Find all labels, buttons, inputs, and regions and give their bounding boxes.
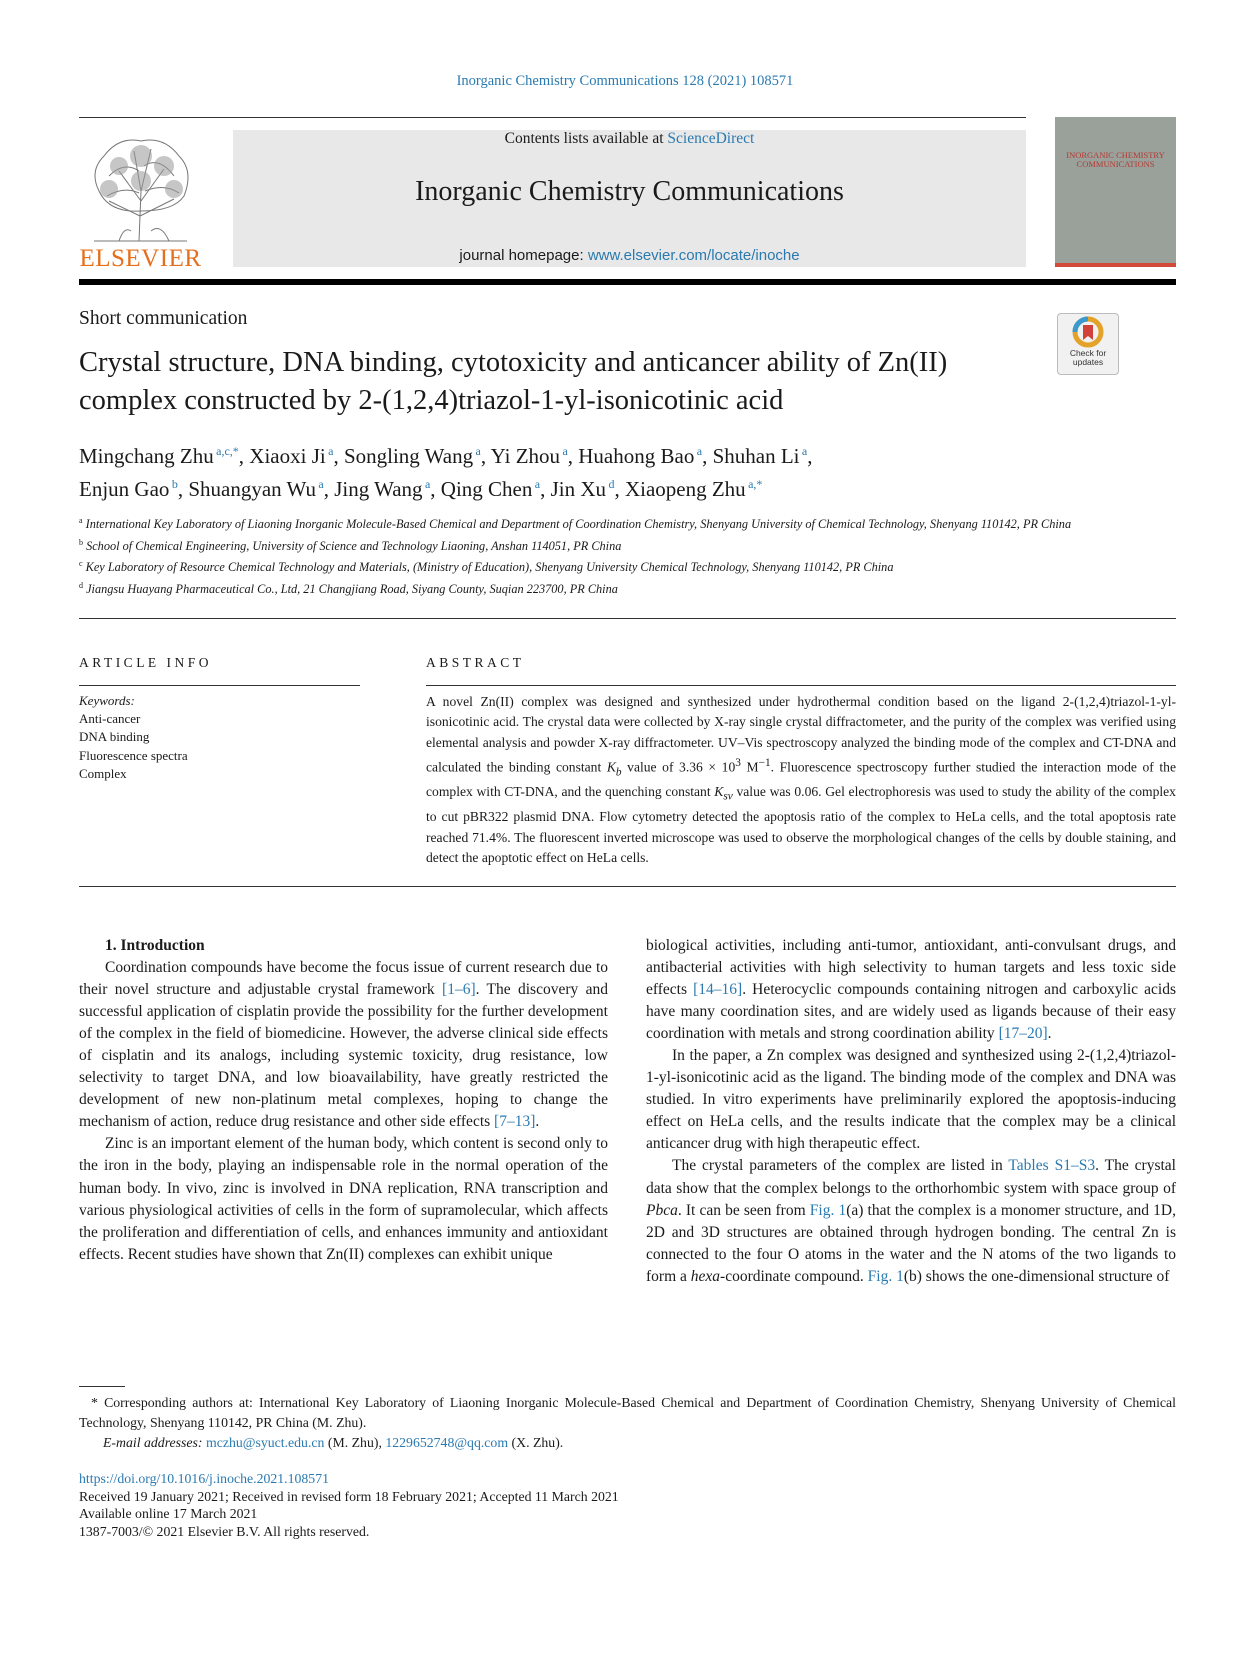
author-separator: , [323,477,335,501]
citation-link[interactable]: [7–13] [494,1113,536,1131]
author-separator: , [567,444,579,468]
author-separator: , [238,444,250,468]
author-separator: , [540,477,551,501]
affiliation-letters: a [424,477,431,491]
affiliation-letters: a [328,444,334,458]
text-run: . It can be seen from [677,1201,810,1219]
author-affiliation-mark[interactable] [214,444,239,458]
affiliation-text: Key Laboratory of Resource Chemical Technology and Materials, (Ministry of Education), Shenyang University Chemical Technology, Shenyang 110142, PR China [85,560,894,575]
citation-link[interactable]: [17–20] [998,1025,1048,1043]
affiliation-text: School of Chemical Engineering, University of Science and Technology Liaoning, Anshan 114051, PR China [86,538,622,553]
abstract-text [426,692,1176,868]
author-separator: , [430,477,441,501]
check-updates-label: Check for updates [1069,348,1107,367]
body-paragraph [646,935,1176,1045]
abstract-part: . Fluorescence spectroscopy further studied the interaction mode of the complex with CT-DNA, and the quenching constant [426,759,1176,800]
header-rule [79,117,1026,118]
article-type-label: Short communication [79,308,248,329]
affiliation-letters: b [171,477,178,491]
text-run: biological activities, including anti-tumor, antioxidant, anti-convulsant drugs, and antibacterial activities with high selectivity to human targets and less toxic side effects [646,937,1176,999]
author-name[interactable]: Shuhan Li [712,444,800,468]
email-label: E-mail addresses: [103,1435,203,1450]
affiliation-item [79,555,1079,577]
keyword-item: DNA binding [79,729,150,745]
article-info-heading: ARTICLE INFO [79,655,213,670]
journal-homepage-line [233,247,1026,264]
affiliation-letters: a [534,477,541,491]
abstract-bottom-rule [79,886,1176,887]
email-link[interactable]: mczhu@syuct.edu.cn [205,1435,325,1450]
space-group: Pbca [646,1201,678,1219]
affiliation-mark: c [79,559,83,569]
affiliation-letters: a [801,444,808,458]
corresponding-star: * [232,444,239,458]
affiliation-item [79,512,1079,534]
article-title: Crystal structure, DNA binding, cytotoxicity and anticancer ability of Zn(II) complex constructed by 2-(1,2,4)triazol-1-yl-isonicotinic acid [79,347,948,416]
author-separator: , [614,477,625,501]
text-run: . Heterocyclic compounds containing nitrogen and carboxylic acids have many coordination sites, and are widely used as ligands because of their easy coordination with metals and strong coordination ability [646,981,1176,1043]
kb-subscript: b [615,766,622,779]
section-heading-introduction: 1. Introduction [105,937,205,954]
body-paragraph [79,957,608,1133]
article-info-rule [79,685,360,686]
received-dates: Received 19 January 2021; Received in revised form 18 February 2021; Accepted 11 March 2021 [79,1488,619,1504]
author-name[interactable]: Jin Xu [550,477,607,501]
author-affiliation-mark[interactable] [532,477,540,491]
author-affiliation-mark[interactable] [746,477,763,491]
ksv-symbol: K [714,784,724,800]
text-run: . The crystal data show that the complex belongs to the orthorhombic system with space group of [646,1157,1176,1197]
hexa-term: hexa [690,1267,721,1285]
figure-link[interactable]: Fig. 1 [867,1267,904,1285]
email-owner: (M. Zhu), [324,1435,386,1450]
author-affiliation-mark[interactable] [560,444,568,458]
keyword-item: Fluorescence spectra [79,747,188,763]
corresponding-author-note: * Corresponding authors at: International Key Laboratory of Liaoning Inorganic Molecule-Based Chemical and Department of Coordination Chemistry, Shenyang University of Chemical Technology, Shenyang 110142, PR China (M. Zhu). [79,1395,1176,1430]
author-list [79,437,1079,503]
email-line [79,1433,1176,1453]
author-name[interactable]: Shuangyan Wu [188,477,316,501]
corresponding-star: * [756,477,763,491]
abstract-heading: ABSTRACT [426,655,525,670]
header-thick-rule [79,279,1176,285]
keywords-block [79,692,188,783]
keywords-label: Keywords: [79,693,135,708]
doi-link[interactable]: https://doi.org/10.1016/j.inoche.2021.108571 [79,1471,330,1486]
author-affiliation-mark[interactable] [169,477,177,491]
cover-title: INORGANIC CHEMISTRY COMMUNICATIONS [1066,150,1165,169]
journal-homepage-link[interactable]: www.elsevier.com/locate/inoche [587,247,800,264]
footnote-rule [79,1386,125,1387]
keyword-item: Complex [79,765,127,781]
body-left-column [79,935,608,1266]
affiliation-letters: a, [748,477,757,491]
affiliation-mark: b [79,537,83,547]
affiliation-letters: a [696,444,703,458]
author-name[interactable]: Huahong Bao [578,444,695,468]
text-run: (b) shows the one-dimensional structure of [903,1267,1170,1285]
body-paragraph [646,1155,1176,1287]
journal-title: Inorganic Chemistry Communications [415,176,844,207]
text-run: The crystal parameters of the complex are listed in [672,1157,1009,1175]
affiliation-letters: a [562,444,568,458]
affiliation-letters: a,c, [216,444,233,458]
author-name[interactable]: Yi Zhou [490,444,561,468]
journal-cover-thumbnail [1055,117,1176,267]
body-paragraph: In the paper, a Zn complex was designed and synthesized using 2-(1,2,4)triazol-1-yl-isonicotinic acid as the ligand. The binding mode of the complex and DNA was studied. In vitro experiments have preliminarily explored the apoptosis-inducing effect on HeLa cells, and the results indicate that the complex may be a clinical anticancer drug with high therapeutic effect. [646,1047,1176,1153]
abstract-rule [426,685,1176,686]
homepage-prefix: journal homepage: [459,247,588,264]
kb-symbol: K [606,759,616,775]
ksv-subscript: sv [723,791,733,804]
citation-link[interactable]: [14–16] [693,981,743,999]
journal-reference-link[interactable]: Inorganic Chemistry Communications 128 (2021) 108571 [456,73,794,89]
affiliations [79,512,1079,599]
keyword-item: Anti-cancer [79,711,141,727]
text-run: . The discovery and successful application of cisplatin provide the possibility for the further development of the complex in the field of biomedicine. However, the adverse clinical side effects of cisplatin and its analogs, including systemic toxicity, drug resistance, low selectivity to target DNA, and low bioavailability, have greatly restricted the development of new non-platinum metal complexes, hoping to change the mechanism of action, reduce drug resistance and other side effects [79,981,608,1131]
affiliation-letters: a [318,477,324,491]
abstract-part: M [740,759,759,775]
affiliation-letters: a [475,444,481,458]
available-online: Available online 17 March 2021 [79,1506,258,1522]
text-run: (a) that the complex is a monomer structure, and 1D, 2D and 3D structures are obtained through hydrogen bonding. The central Zn is connected to the four O atoms in the water and the N atoms of the two ligands to form a [646,1201,1176,1285]
copyright: 1387-7003/© 2021 Elsevier B.V. All rights reserved. [79,1523,370,1539]
affiliation-item [79,534,1079,556]
author-separator: , [333,444,344,468]
figure-link[interactable]: Fig. 1 [809,1201,847,1219]
author-separator: , [177,477,189,501]
author-name[interactable]: Enjun Gao [79,477,170,501]
author-affiliation-mark[interactable] [473,444,481,458]
affiliation-mark: d [79,581,83,591]
abstract-part: A novel Zn(II) complex was designed and synthesized under hydrothermal condition based on the ligand 2-(1,2,4)triazol-1-yl-isonicotinic acid. The crystal data were collected by X-ray single crystal diffractometer, and the purity of the complex was verified using elemental analysis and powder X-ray diffractometer. UV–Vis spectroscopy analyzed the binding mode of the complex and CT-DNA and calculated the binding constant [426,694,1176,775]
author-name[interactable]: Songling Wang [343,444,474,468]
affiliation-mark: a [79,516,83,525]
affiliation-rule [79,618,1176,619]
affiliation-text: Jiangsu Huayang Pharmaceutical Co., Ltd, 21 Changjiang Road, Siyang County, Suqian 223700, PR China [86,582,618,597]
affiliation-letters: d [608,477,615,491]
text-run: Coordination compounds have become the focus issue of current research due to their novel structure and adjustable crystal framework [79,959,608,999]
tables-link[interactable]: Tables S1–S3 [1008,1157,1096,1175]
contents-available-line [233,130,1026,148]
author-affiliation-mark[interactable] [316,477,324,491]
footnotes [79,1393,1176,1453]
article-metadata [79,1470,1176,1540]
abstract-part: value was 0.06. Gel electrophoresis was used to study the ability of the complex to cut pBR322 plasmid DNA. Flow cytometry detected the apoptosis ratio of the complex to HeLa cells, and the total apoptosis rate reached 71.4%. The fluorescent inverted microscope was used to observe the morphological changes of the cells by double staining, and detect the apoptotic effect on HeLa cells. [426,784,1176,866]
email-link[interactable]: 1229652748@qq.com [385,1435,509,1450]
email-owner: (X. Zhu). [508,1435,564,1450]
text-run: -coordinate compound. [720,1267,868,1285]
author-separator: , [480,444,491,468]
unit-exponent: −1 [758,756,771,769]
body-right-column [646,935,1176,1288]
text-run: . [1047,1025,1052,1043]
sciencedirect-link[interactable]: ScienceDirect [667,130,755,147]
author-separator: , [702,444,713,468]
contents-prefix: Contents lists available at [504,130,668,147]
author-name[interactable]: Xiaoxi Ji [249,444,326,468]
elsevier-wordmark: ELSEVIER [79,245,202,272]
citation-link[interactable]: [1–6] [442,981,476,999]
check-for-updates-button[interactable] [1057,313,1119,375]
author-separator: , [807,444,813,468]
author-name[interactable]: Xiaopeng Zhu [624,477,746,501]
author-name[interactable]: Jing Wang [334,477,423,501]
abstract-part: value of 3.36 × 10 [621,759,736,775]
exponent: 3 [735,756,741,769]
cover-strip [1055,263,1176,267]
affiliation-text: International Key Laboratory of Liaoning Inorganic Molecule-Based Chemical and Department of Coordination Chemistry, Shenyang University of Chemical Technology, Shenyang 110142, PR China [85,517,1072,532]
author-affiliation-mark[interactable] [694,444,702,458]
text-run: . [535,1113,540,1131]
body-paragraph: Zinc is an important element of the human body, which content is second only to the iron in the body, playing an indispensable role in the normal operation of the human body. In vivo, zinc is involved in DNA replication, RNA transcription and various physiological activities of cells in the form of supramolecular, which affects the proliferation and differentiation of cells, and enhances immunity and antioxidant effects. Recent studies have shown that Zn(II) complexes can exhibit unique [79,1135,608,1263]
affiliation-item [79,577,1079,599]
author-name[interactable]: Mingchang Zhu [79,444,214,468]
author-name[interactable]: Qing Chen [440,477,533,501]
check-updates-icon [1058,314,1118,350]
